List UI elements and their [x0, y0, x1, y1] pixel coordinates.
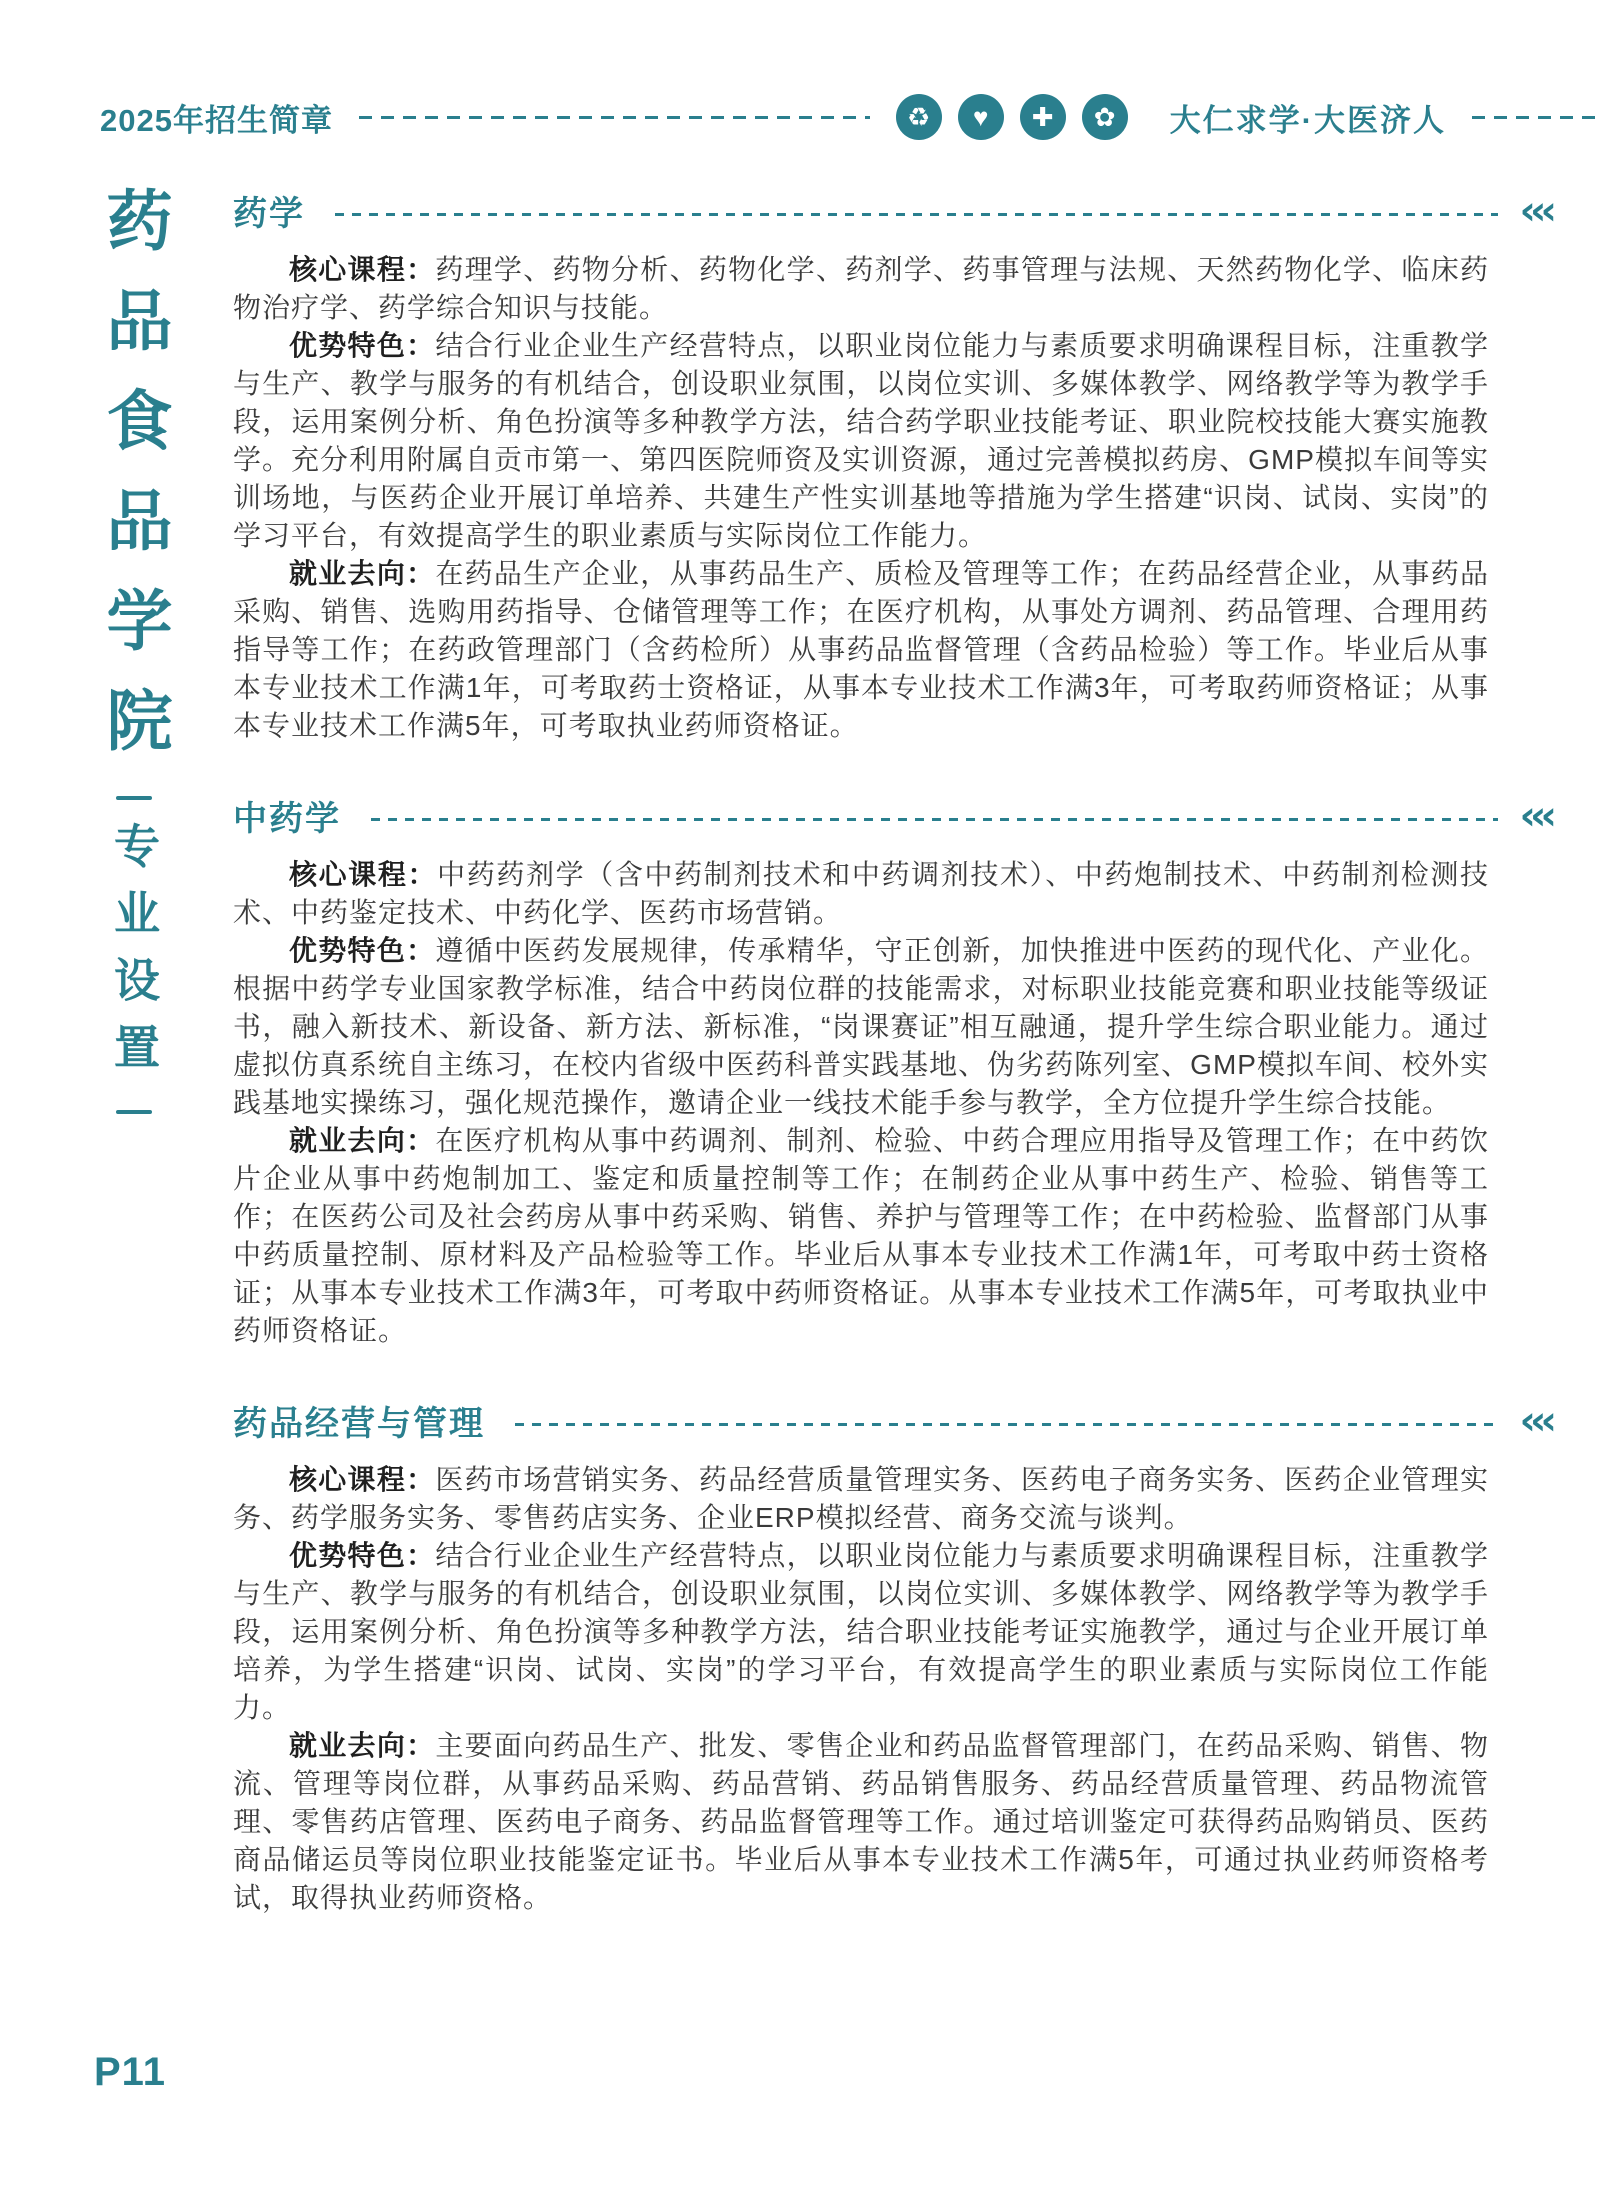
chevrons-icon: ‹‹‹: [1519, 1397, 1551, 1444]
flower-icon-glyph: ✿: [1093, 102, 1116, 132]
section-title: 药学: [233, 195, 305, 233]
section-pharmacy: [233, 186, 1551, 745]
eco-icon-glyph: ♻: [907, 102, 931, 132]
section-pharma-business-management: [233, 1396, 1551, 1917]
paragraph-label: 优势特色：: [289, 330, 436, 361]
medical-icon-glyph: ✚: [1031, 102, 1054, 132]
flower-icon: [1082, 94, 1128, 140]
heart-icon: [958, 94, 1004, 140]
paragraph-label: 就业去向：: [289, 1730, 436, 1761]
brochure-title: 2025年招生简章: [100, 102, 333, 138]
paragraph-advantages: [233, 932, 1489, 1122]
college-name-vertical: 药品食品学院: [95, 186, 173, 786]
paragraph-advantages: [233, 1537, 1489, 1727]
chevrons-icon: ‹‹‹: [1519, 792, 1551, 839]
sidebar: [84, 186, 184, 1114]
paragraph-advantages: [233, 327, 1489, 555]
main-content: [233, 186, 1551, 1963]
paragraph-core-courses: [233, 251, 1489, 327]
paragraph-employment: [233, 1727, 1489, 1917]
eco-icon: [896, 94, 942, 140]
section-header: [233, 1396, 1559, 1445]
medical-icon: [1020, 94, 1066, 140]
paragraph-label: 核心课程：: [289, 254, 436, 285]
paragraph-label: 就业去向：: [289, 1125, 436, 1156]
sidebar-divider-top: [116, 796, 152, 800]
paragraph-text: 在药品生产企业，从事药品生产、质检及管理等工作；在药品经营企业，从事药品采购、销售、选购用药指导、仓储管理等工作；在医疗机构，从事处方调剂、药品管理、合理用药指导等工作；在药政管理部门（含药检所）从事药品监督管理（含药品检验）等工作。毕业后从事本专业技术工作满1年，可考取药士资格证，从事本专业技术工作满3年，可考取药师资格证；从事本专业技术工作满5年，可考取执业药师资格证。: [233, 558, 1489, 741]
paragraph-label: 核心课程：: [289, 859, 438, 890]
school-motto: 大仁求学·大医济人: [1169, 102, 1446, 138]
heart-icon-glyph: ♥: [972, 102, 989, 132]
paragraph-text: 药理学、药物分析、药物化学、药剂学、药事管理与法规、天然药物化学、临床药物治疗学、药学综合知识与技能。: [233, 254, 1489, 323]
majors-setup-title-vertical: 专业设置: [107, 822, 161, 1090]
paragraph-label: 就业去向：: [289, 558, 436, 589]
section-dashed-line: [371, 818, 1498, 821]
header-dashed-line-left: [359, 116, 870, 119]
paragraph-text: 主要面向药品生产、批发、零售企业和药品监督管理部门，在药品采购、销售、物流、管理等岗位群，从事药品采购、药品营销、药品销售服务、药品经营质量管理、药品物流管理、零售药店管理、医药电子商务、药品监督管理等工作。通过培训鉴定可获得药品购销员、医药商品储运员等岗位职业技能鉴定证书。毕业后从事本专业技术工作满5年，可通过执业药师资格考试，取得执业药师资格。: [233, 1730, 1489, 1913]
section-tcm-pharmacy: [233, 791, 1551, 1350]
paragraph-text: 医药市场营销实务、药品经营质量管理实务、医药电子商务实务、医药企业管理实务、药学服务实务、零售药店实务、企业ERP模拟经营、商务交流与谈判。: [233, 1464, 1489, 1533]
paragraph-core-courses: [233, 856, 1489, 932]
paragraph-text: 中药药剂学（含中药制剂技术和中药调剂技术）、中药炮制技术、中药制剂检测技术、中药鉴定技术、中药化学、医药市场营销。: [233, 859, 1489, 928]
section-title: 中药学: [233, 800, 341, 838]
section-header: [233, 186, 1559, 235]
section-title: 药品经营与管理: [233, 1405, 485, 1443]
section-header: [233, 791, 1559, 840]
section-dashed-line: [515, 1423, 1498, 1426]
paragraph-label: 核心课程：: [289, 1464, 436, 1495]
paragraph-text: 结合行业企业生产经营特点，以职业岗位能力与素质要求明确课程目标，注重教学与生产、教学与服务的有机结合，创设职业氛围，以岗位实训、多媒体教学、网络教学等为教学手段，运用案例分析、角色扮演等多种教学方法，结合药学职业技能考证、职业院校技能大赛实施教学。充分利用附属自贡市第一、第四医院师资及实训资源，通过完善模拟药房、GMP模拟车间等实训场地，与医药企业开展订单培养、共建生产性实训基地等措施为学生搭建“识岗、试岗、实岗”的学习平台，有效提高学生的职业素质与实际岗位工作能力。: [233, 330, 1489, 551]
page-header: [0, 94, 1600, 140]
chevrons-icon: ‹‹‹: [1519, 187, 1551, 234]
section-dashed-line: [335, 213, 1498, 216]
paragraph-core-courses: [233, 1461, 1489, 1537]
paragraph-text: 在医疗机构从事中药调剂、制剂、检验、中药合理应用指导及管理工作；在中药饮片企业从事中药炮制加工、鉴定和质量控制等工作；在制药企业从事中药生产、检验、销售等工作；在医药公司及社会药房从事中药采购、销售、养护与管理等工作；在中药检验、监督部门从事中药质量控制、原材料及产品检验等工作。毕业后从事本专业技术工作满1年，可考取中药士资格证；从事本专业技术工作满3年，可考取中药师资格证。从事本专业技术工作满5年，可考取执业中药师资格证。: [233, 1125, 1489, 1346]
paragraph-label: 优势特色：: [289, 1540, 436, 1571]
sidebar-divider-bottom: [116, 1110, 152, 1114]
header-dashed-line-right: [1472, 116, 1600, 119]
paragraph-label: 优势特色：: [289, 935, 436, 966]
paragraph-text: 遵循中医药发展规律，传承精华，守正创新，加快推进中医药的现代化、产业化。根据中药学专业国家教学标准，结合中药岗位群的技能需求，对标职业技能竞赛和职业技能等级证书，融入新技术、新设备、新方法、新标准，“岗课赛证”相互融通，提升学生综合职业能力。通过虚拟仿真系统自主练习，在校内省级中医药科普实践基地、伪劣药陈列室、GMP模拟车间、校外实践基地实操练习，强化规范操作，邀请企业一线技术能手参与教学，全方位提升学生综合技能。: [233, 935, 1489, 1118]
paragraph-employment: [233, 555, 1489, 745]
header-icon-row: [896, 94, 1128, 140]
paragraph-text: 结合行业企业生产经营特点，以职业岗位能力与素质要求明确课程目标，注重教学与生产、教学与服务的有机结合，创设职业氛围，以岗位实训、多媒体教学、网络教学等为教学手段，运用案例分析、角色扮演等多种教学方法，结合职业技能考证实施教学，通过与企业开展订单培养，为学生搭建“识岗、试岗、实岗”的学习平台，有效提高学生的职业素质与实际岗位工作能力。: [233, 1540, 1489, 1723]
page-number: P11: [94, 2050, 166, 2094]
paragraph-employment: [233, 1122, 1489, 1350]
